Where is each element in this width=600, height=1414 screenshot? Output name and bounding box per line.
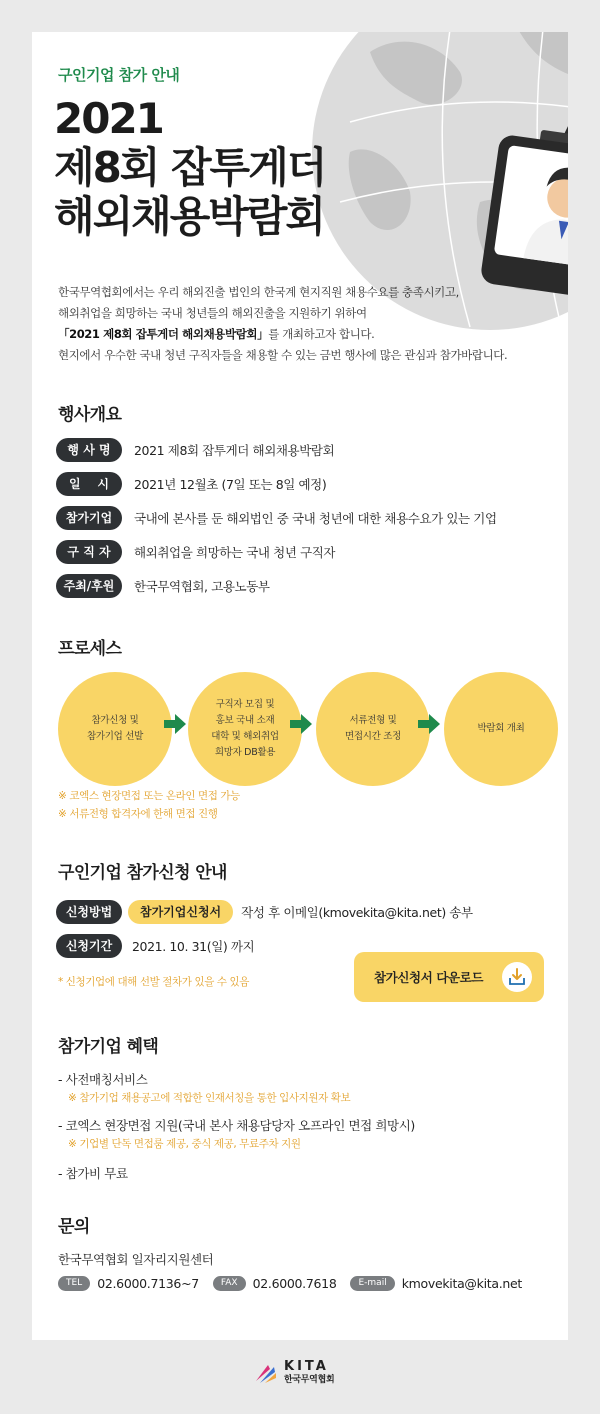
overview-value: 2021 제8회 잡투게더 해외채용박람회 xyxy=(134,442,335,458)
overview-value: 국내에 본사를 둔 해외법인 중 국내 청년에 대한 채용수요가 있는 기업 xyxy=(134,510,497,526)
process-step-text: 희망자 DB활용 xyxy=(214,747,276,758)
title-line-fair: 해외채용박람회 xyxy=(54,192,325,241)
method-text: 작성 후 이메일(kmovekita@kita.net) 송부 xyxy=(241,904,473,920)
application-method-row xyxy=(56,898,473,925)
download-form-label: 참가신청서 다운로드 xyxy=(374,970,484,985)
kita-logo xyxy=(254,1360,334,1386)
intro-line: 해외취업을 희망하는 국내 청년들의 해외진출을 지원하기 위하여 xyxy=(58,306,367,320)
overview-row xyxy=(56,470,326,497)
arrow-right-icon xyxy=(164,714,186,734)
arrow-right-icon xyxy=(418,714,440,734)
application-note: * 신청기업에 대해 선발 절차가 있을 수 있음 xyxy=(58,976,250,988)
process-step-text: 대학 및 해외취업 xyxy=(211,731,279,742)
process-step-text: 참가신청 및 xyxy=(91,715,139,726)
title-line-year: 2021 xyxy=(54,94,163,143)
process-step-text: 홍보 국내 소재 xyxy=(215,715,275,726)
process-step-text: 면접시간 조정 xyxy=(345,731,401,742)
section-title-overview: 행사개요 xyxy=(58,405,122,425)
benefit-item: - 코엑스 현장면접 지원(국내 본사 채용담당자 오프라인 면접 희망시) xyxy=(58,1118,415,1133)
page-title xyxy=(54,94,325,241)
arrow-right-icon xyxy=(290,714,312,734)
benefit-note: ※ 참가기업 채용공고에 적합한 인재서칭을 통한 입사지원자 확보 xyxy=(68,1092,351,1104)
overview-row xyxy=(56,538,335,565)
process-step xyxy=(444,672,558,786)
section-title-process: 프로세스 xyxy=(58,639,122,659)
title-line-event: 제8회 잡투게더 xyxy=(54,143,326,192)
process-step-text: 구직자 모집 및 xyxy=(215,699,275,710)
tel-number: 02.6000.7136~7 xyxy=(97,1276,199,1291)
contact-organization: 한국무역협회 일자리지원센터 xyxy=(58,1252,214,1267)
benefit-note: ※ 기업별 단독 면접룸 제공, 중식 제공, 무료주차 지원 xyxy=(68,1138,301,1150)
form-name-pill: 참가기업신청서 xyxy=(128,900,233,924)
section-title-benefits: 참가기업 혜택 xyxy=(58,1037,159,1057)
process-note: ※ 코엑스 현장면접 또는 온라인 면접 가능 xyxy=(58,790,240,802)
period-text: 2021. 10. 31(일) 까지 xyxy=(132,938,255,954)
process-step-text: 참가기업 선발 xyxy=(87,731,143,742)
fax-tag: FAX xyxy=(213,1276,246,1291)
download-icon xyxy=(502,962,532,992)
contact-row xyxy=(58,1276,536,1291)
intro-paragraph xyxy=(58,282,548,366)
kita-logo-name: KITA xyxy=(284,1359,329,1374)
kita-logo-subtitle: 한국무역협회 xyxy=(284,1375,335,1385)
overview-label-pill: 주최/후원 xyxy=(56,574,122,598)
overview-label-pill: 참가기업 xyxy=(56,506,122,530)
overview-value: 해외취업을 희망하는 국내 청년 구직자 xyxy=(134,544,336,560)
process-note: ※ 서류전형 합격자에 한해 면접 진행 xyxy=(58,808,218,820)
intro-line: 한국무역협회에서는 우리 해외진출 법인의 한국계 현지직원 채용수요를 충족시키고, xyxy=(58,285,459,299)
period-label-pill: 신청기간 xyxy=(56,934,122,958)
process-step-text: 박람회 개최 xyxy=(477,723,525,734)
intro-line-rest: 를 개최하고자 합니다. xyxy=(268,327,375,341)
method-label-pill: 신청방법 xyxy=(56,900,122,924)
kita-logo-mark-icon xyxy=(254,1361,278,1385)
email-tag: E-mail xyxy=(350,1276,394,1291)
email-address[interactable]: kmovekita@kita.net xyxy=(401,1276,522,1291)
tel-tag: TEL xyxy=(58,1276,90,1291)
overview-label-pill: 행 사 명 xyxy=(56,438,122,462)
application-period-row xyxy=(56,932,254,959)
section-title-contact: 문의 xyxy=(58,1217,90,1237)
section-title-application: 구인기업 참가신청 안내 xyxy=(58,863,227,883)
overview-value: 한국무역협회, 고용노동부 xyxy=(134,578,270,594)
benefit-item: - 참가비 무료 xyxy=(58,1166,128,1181)
overview-label-pill: 구 직 자 xyxy=(56,540,122,564)
download-form-button[interactable] xyxy=(354,952,544,1002)
intro-line: 현지에서 우수한 국내 청년 구직자들을 채용할 수 있는 금번 행사에 많은 관심과 참가바랍니다. xyxy=(58,348,508,362)
overview-label-pill: 일 시 xyxy=(56,472,122,496)
poster-card xyxy=(32,32,568,1340)
process-step xyxy=(58,672,172,786)
event-name-bold: 「2021 제8회 잡투게더 해외채용박람회」 xyxy=(58,327,269,341)
overview-value: 2021년 12월초 (7일 또는 8일 예정) xyxy=(134,476,327,492)
intro-line xyxy=(58,324,548,345)
process-step xyxy=(188,672,302,786)
fax-number: 02.6000.7618 xyxy=(252,1276,337,1291)
overview-row xyxy=(56,504,497,531)
process-step xyxy=(316,672,430,786)
overview-row xyxy=(56,436,334,463)
overview-row xyxy=(56,572,270,599)
eyebrow-label: 구인기업 참가 안내 xyxy=(58,66,180,84)
benefit-item: - 사전매칭서비스 xyxy=(58,1072,148,1087)
process-step-text: 서류전형 및 xyxy=(349,715,397,726)
